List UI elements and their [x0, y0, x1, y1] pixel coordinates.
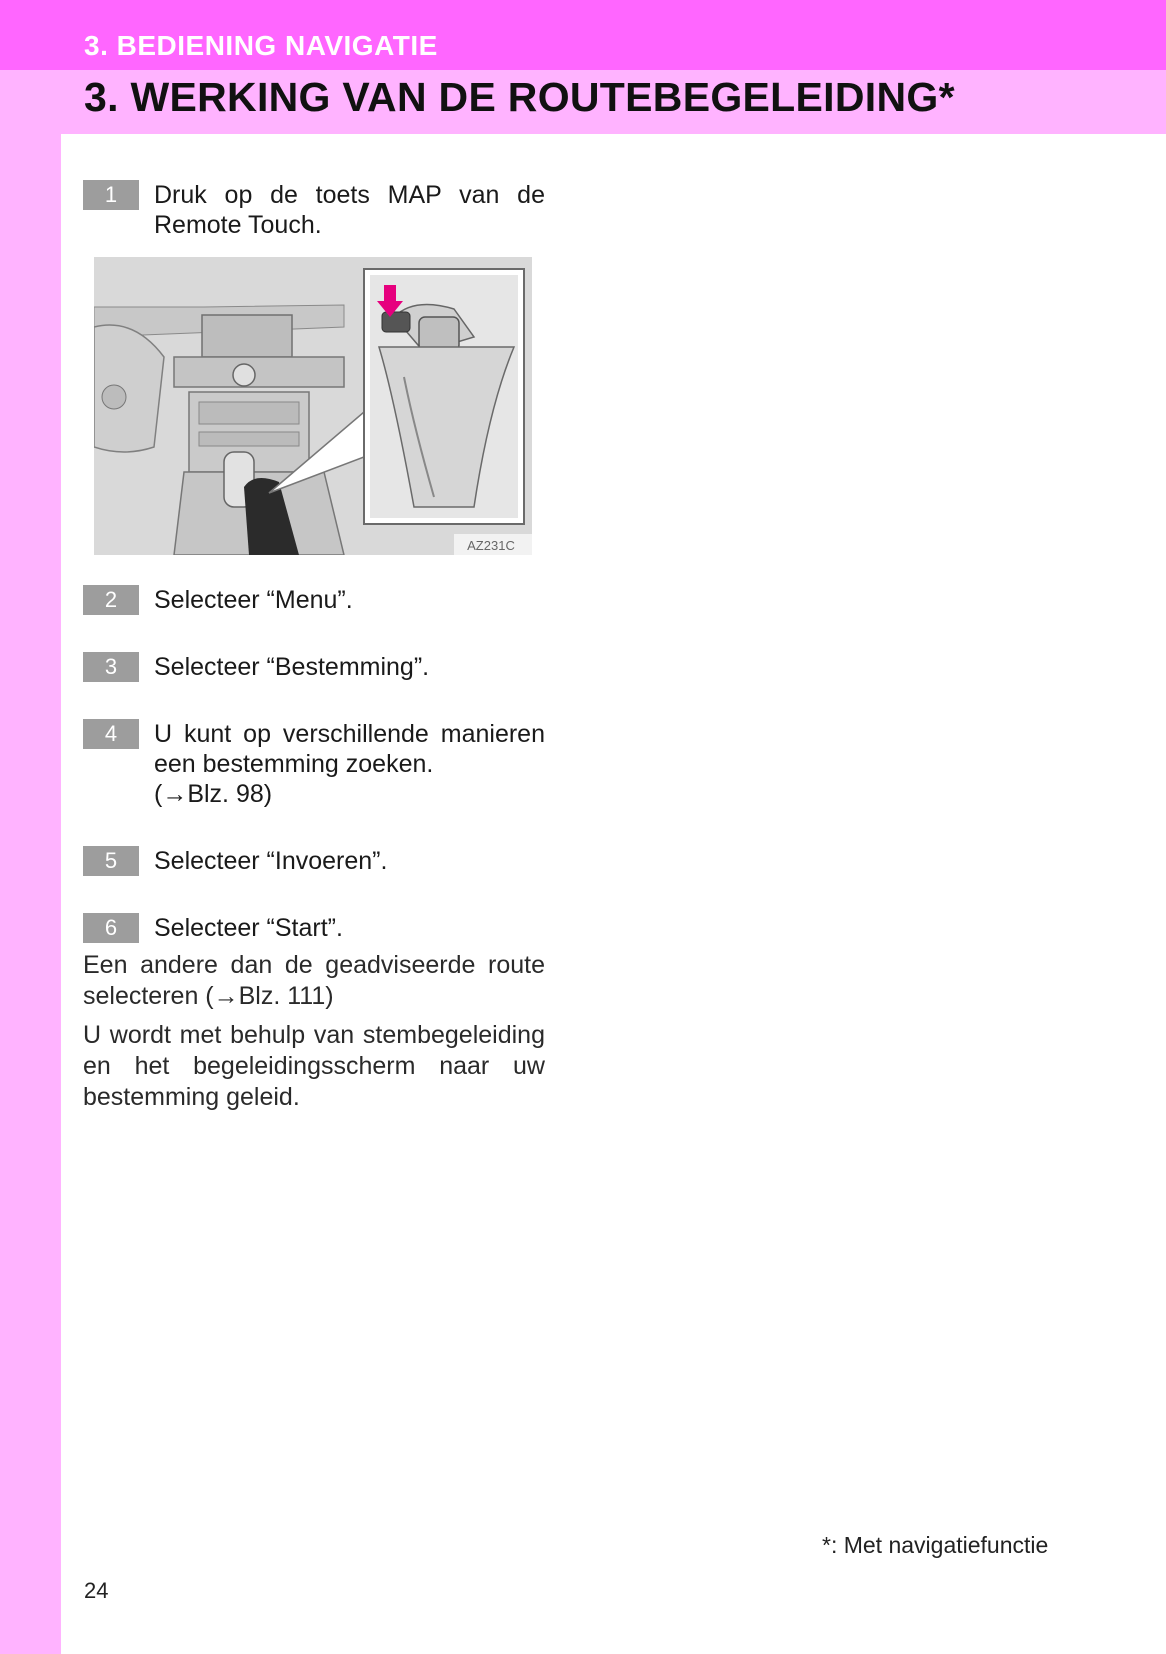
- step-number: 6: [83, 913, 139, 943]
- step-text: Selecteer “Bestemming”.: [154, 653, 430, 681]
- step-text: Druk op de toets MAP van de Remote Touch.: [154, 181, 545, 239]
- sidebar-margin: [0, 134, 61, 1654]
- page-reference: (→Blz. 98): [154, 780, 273, 808]
- step-number: 3: [83, 652, 139, 682]
- note-guidance: U wordt met behulp van stembegeleiding en het begeleidingsscherm naar uw bestemming geleid.: [83, 1021, 545, 1111]
- page-title: 3. WERKING VAN DE ROUTEBEGELEIDING*: [84, 74, 955, 120]
- step-3: [83, 652, 545, 682]
- step-number: 5: [83, 846, 139, 876]
- step-number: 2: [83, 585, 139, 615]
- step-2: [83, 585, 545, 615]
- step-text: Selecteer “Invoeren”.: [154, 847, 388, 875]
- figure-code: AZ231C: [467, 538, 515, 553]
- step-number: 1: [83, 180, 139, 210]
- step-text: U kunt op verschillende manieren een bestemming zoeken.: [154, 720, 545, 778]
- step-number: 4: [83, 719, 139, 749]
- dashboard-illustration: [94, 257, 532, 555]
- page-number: 24: [84, 1578, 109, 1603]
- step-4: [83, 719, 545, 809]
- step-5: [83, 846, 545, 876]
- step-text: Selecteer “Start”.: [154, 914, 343, 942]
- section-label: 3. BEDIENING NAVIGATIE: [84, 30, 438, 61]
- footnote: *: Met navigatiefunctie: [822, 1532, 1049, 1558]
- step-1: [83, 180, 545, 240]
- step-text: Selecteer “Menu”.: [154, 586, 353, 614]
- note-alternative-route: Een andere dan de geadviseerde route selecteren (→Blz. 111): [83, 951, 545, 1010]
- step-6: [83, 913, 545, 943]
